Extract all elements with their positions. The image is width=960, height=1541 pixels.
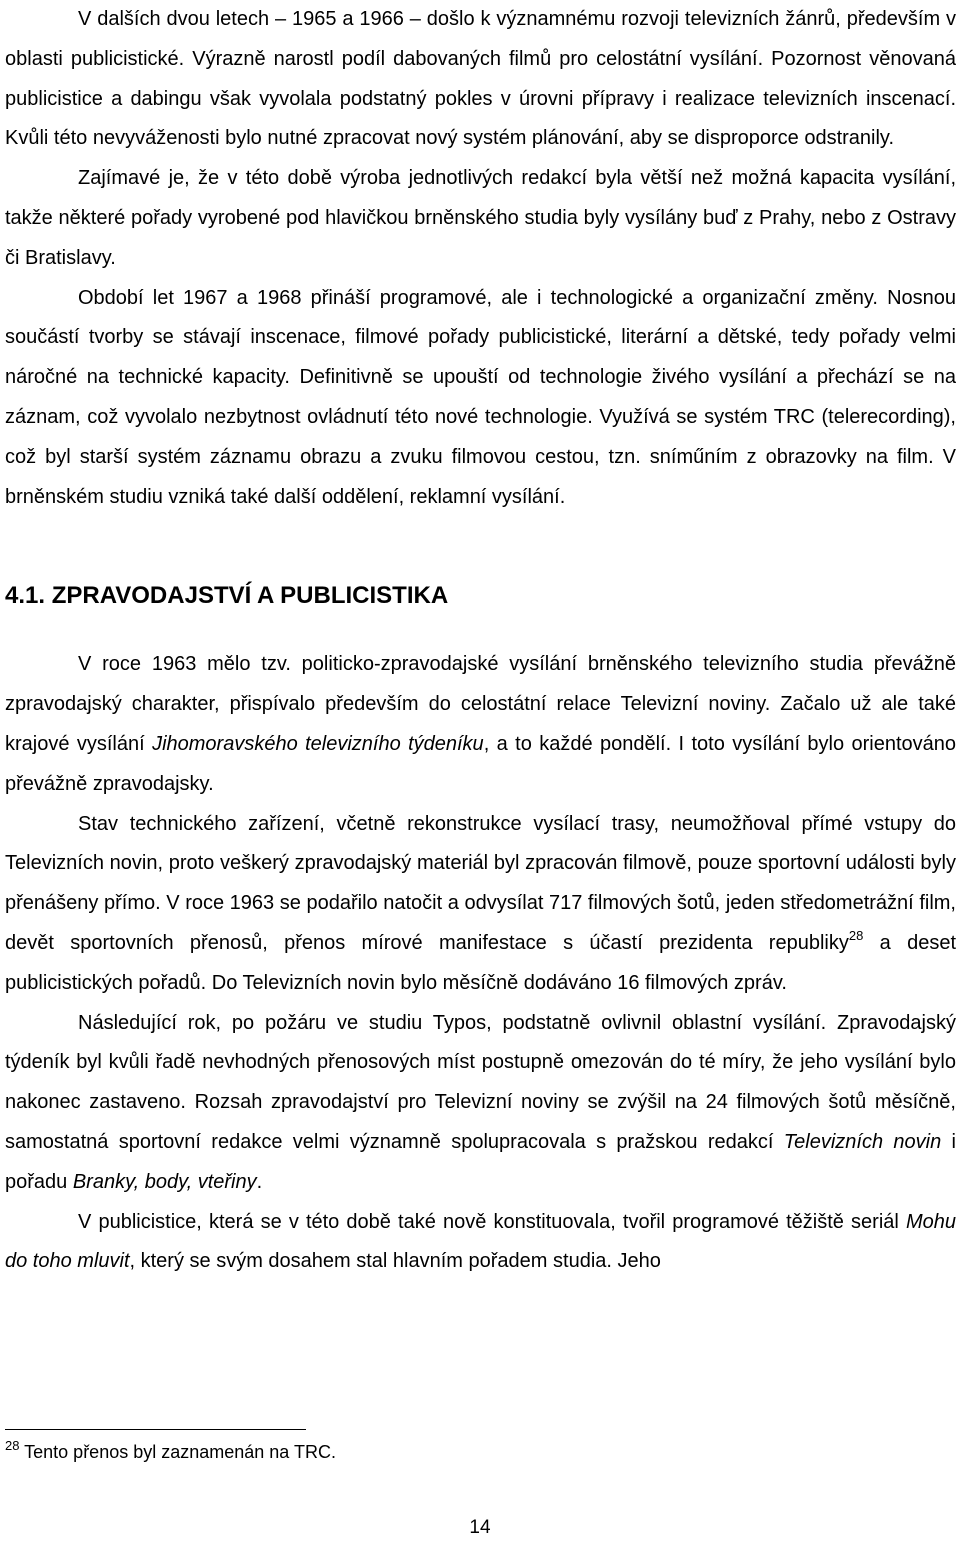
footnote-reference[interactable]: 28 xyxy=(848,927,864,943)
paragraph-4-italic-title: Jihomoravského televizního týdeníku xyxy=(152,732,484,755)
paragraph-4 xyxy=(5,645,956,804)
footnote-divider xyxy=(5,1429,306,1430)
paragraph-7 xyxy=(5,1203,956,1283)
paragraph-7-text-a: V publicistice, která se v této době také nově konstituovala, tvořil programové těžiště seriál xyxy=(78,1210,906,1233)
paragraph-2: Zajímavé je, že v této době výroba jednotlivých redakcí byla větší než možná kapacita vysílání, takže některé pořady vyrobené pod hlavičkou brněnského studia byly vysílány buď z Prahy, nebo z Ostravy či Bratislavy. xyxy=(5,167,956,269)
paragraph-7-italic-title: Mohu do toho mluvit xyxy=(5,1210,956,1273)
paragraph-3: Období let 1967 a 1968 přináší programové, ale i technologické a organizační změny. Nosnou součástí tvorby se stávají inscenace, filmové pořady publicistické, literární a dětské, tedy pořady velmi náročné na technické kapacity. Definitivně se upouští od technologie živého vysílání a přechází se na záznam, což vyvolalo nezbytnost ovládnutí této nové technologie. Využívá se systém TRC (telerecording), což byl starší systém záznamu obrazu a zvuku filmovou cestou, tzn. sníműním z obrazovky na film. V brněnském studiu vzniká také další oddělení, reklamní vysílání. xyxy=(5,286,956,508)
paragraph-6-text-b: i pořadu xyxy=(5,1130,956,1193)
paragraph-7-text-b: , který se svým dosahem stal hlavním pořadem studia. Jeho xyxy=(129,1250,661,1273)
section-spacer xyxy=(5,517,956,577)
paragraph-5-text-a: Stav technického zařízení, včetně rekonstrukce vysílací trasy, neumožňoval přímé vstupy do Televizních novin, proto veškerý zpravodajský materiál byl zpracován filmově, pouze sportovní události byly přenášeny přímo. V roce 1963 se podařilo natočit a odvysílat 717 filmových šotů, jeden středometrážní film, devět sportovních přenosů, přenos mírové manifestace s účastí prezidenta republiky xyxy=(5,812,956,954)
paragraph-6-text-a: Následující rok, po požáru ve studiu Typos, podstatně ovlivnil oblastní vysílání. Zpravodajský týdeník byl kvůli řadě nevhodných přenosových míst postupně omezován do té míry, že jeho vysílání bylo nakonec zastaveno. Rozsah zpravodajství pro Televizní noviny se zvýšil na 24 filmových šotů měsíčně, samostatná sportovní redakce velmi významně spolupracovala s pražskou redakcí xyxy=(5,1011,956,1153)
paragraph-5 xyxy=(5,805,956,1004)
paragraph-6 xyxy=(5,1004,956,1203)
footnote-number: 28 xyxy=(5,1438,20,1453)
page-number: 14 xyxy=(469,1517,491,1538)
paragraph-6-italic-a: Televizních novin xyxy=(783,1130,942,1153)
section-heading: 4.1. ZPRAVODAJSTVÍ A PUBLICISTIKA xyxy=(5,582,449,610)
paragraph-6-italic-b: Branky, body, vteřiny xyxy=(72,1170,257,1193)
document-page xyxy=(5,0,956,1282)
footnote-text: Tento přenos byl zaznamenán na TRC. xyxy=(19,1442,336,1462)
paragraph-5-text-b: a deset publicistických pořadů. Do Televizních novin bylo měsíčně dodáváno 16 filmových zpráv. xyxy=(5,931,956,994)
paragraph-4-text-b: , a to každé pondělí. I toto vysílání bylo orientováno převážně zpravodajsky. xyxy=(5,732,957,795)
footnote xyxy=(5,1440,336,1464)
paragraph-4-text-a: V roce 1963 mělo tzv. politicko-zpravodajské vysílání brněnského televizního studia převážně zpravodajský charakter, přispívalo především do celostátní relace Televizní noviny. Začalo už ale také krajové vysílání xyxy=(5,653,956,755)
paragraph-6-text-c: . xyxy=(256,1170,263,1193)
heading-spacer xyxy=(5,635,956,645)
paragraph-1: V dalších dvou letech – 1965 a 1966 – došlo k významnému rozvoji televizních žánrů, především v oblasti publicistické. Výrazně narostl podíl dabovaných filmů pro celostátní vysílání. Pozornost věnovaná publicistice a dabingu však vyvolala podstatný pokles v úrovni přípravy i realizace televizních inscenací. Kvůli této nevyváženosti bylo nutné zpracovat nový systém plánování, aby se disproporce odstranily. xyxy=(5,8,956,150)
